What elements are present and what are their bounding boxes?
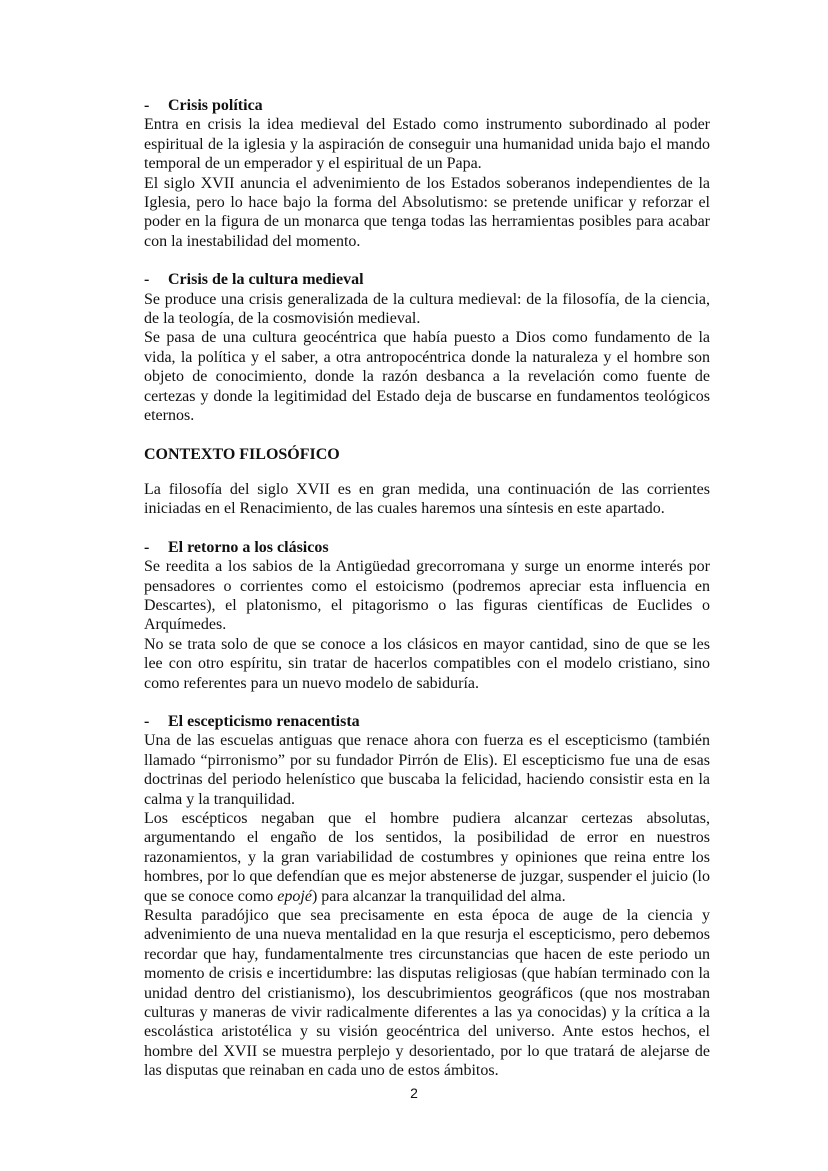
paragraph (144, 809, 710, 906)
heading-text: Crisis política (168, 97, 263, 114)
section-escepticismo (144, 712, 710, 1081)
document-page (144, 96, 710, 1081)
heading-text: El retorno a los clásicos (168, 538, 329, 556)
section-heading (144, 96, 710, 115)
paragraph: Resulta paradójico que sea precisamente en esta época de auge de la ciencia y advenimiento de una nueva mentalidad en la que resurja el escepticismo, pero debemos recordar que hay, fundamentalmente tres circunstancias que hacen de este periodo un momento de crisis e incertidumbre: las disputas religiosas (que habían terminado con la unidad dentro del cristianismo), los descubrimientos geográficos (que nos mostraban culturas y maneras de vivir radicalmente diferentes a las ya conocidas) y la crítica a la escolástica aristotélica y su visión geocéntrica del universo. Ante estos hechos, el hombre del XVII se muestra perplejo y desorientado, por lo que tratará de alejarse de las disputas que reinaban en cada uno de estos ámbitos. (144, 907, 710, 1080)
paragraph-text: Los escépticos negaban que el hombre pudiera alcanzar certezas absolutas, argumentando el engaño de los sentidos, la posibilidad de error en nuestros razonamientos, y la gran variabilidad de costumbres y opiniones que reina entre los hombres, por lo que defendían que es mejor abstenerse de juzgar, suspender el juicio (lo que se conoce como (144, 810, 710, 905)
section-crisis-politica (144, 96, 710, 251)
section-crisis-cultura (144, 270, 710, 425)
paragraph-text: ) para alcanzar la tranquilidad del alma. (311, 887, 566, 905)
paragraph: No se trata solo de que se conoce a los clásicos en mayor cantidad, sino de que se les lee con otro espíritu, sin tratar de hacerlos compatibles con el modelo cristiano, sino como referentes para un nuevo modelo de sabiduría. (144, 635, 710, 692)
bullet-dash: - (144, 97, 150, 114)
bullet-dash: - (144, 271, 150, 289)
bullet-dash: - (144, 712, 150, 730)
paragraph: Entra en crisis la idea medieval del Estado como instrumento subordinado al poder espiritual de la iglesia y la aspiración de conseguir una humanidad unida bajo el mando temporal de un emperador y el espiritual de un Papa. (144, 116, 710, 173)
paragraph: El siglo XVII anuncia el advenimiento de los Estados soberanos independientes de la Iglesia, pero lo hace bajo la forma del Absolutismo: se pretende unificar y reforzar el poder en la figura de un monarca que tenga todas las herramientas posibles para acabar con la inestabilidad del momento. (144, 174, 710, 250)
heading-text: Crisis de la cultura medieval (168, 271, 364, 289)
paragraph: Una de las escuelas antiguas que renace ahora con fuerza es el escepticismo (también llamado “pirronismo” por su fundador Pirrón de Elis). El escepticismo fue una de esas doctrinas del periodo helenístico que buscaba la felicidad, haciendo consistir esta en la calma y la tranquilidad. (144, 732, 710, 808)
section-contexto-filosofico (144, 445, 710, 519)
emphasis-text: epojé (277, 887, 312, 905)
page-number: 2 (410, 1085, 418, 1101)
heading-text: El escepticismo renacentista (168, 712, 360, 730)
paragraph: Se produce una crisis generalizada de la cultura medieval: de la filosofía, de la ciencia, de la teología, de la cosmovisión medieval. (144, 290, 710, 328)
bullet-dash: - (144, 538, 150, 556)
paragraph: Se reedita a los sabios de la Antigüedad grecorromana y surge un enorme interés por pensadores o corrientes como el estoicismo (podremos apreciar esta influencia en Descartes), el platonismo, el pitagorismo o las figuras científicas de Euclides o Arquímedes. (144, 558, 710, 634)
paragraph: La filosofía del siglo XVII es en gran medida, una continuación de las corrientes iniciadas en el Renacimiento, de las cuales haremos una síntesis en este apartado. (144, 480, 710, 518)
section-heading (144, 538, 710, 557)
paragraph: Se pasa de una cultura geocéntrica que había puesto a Dios como fundamento de la vida, la política y el saber, a otra antropocéntrica donde la naturaleza y el hombre son objeto de conocimiento, donde la razón desbanca a la revelación como fuente de certezas y donde la legitimidad del Estado deja de buscarse en fundamentos teológicos eternos. (144, 329, 710, 425)
section-heading (144, 712, 710, 731)
section-retorno-clasicos (144, 538, 710, 693)
chapter-heading: CONTEXTO FILOSÓFICO (144, 445, 340, 463)
section-heading (144, 270, 710, 289)
